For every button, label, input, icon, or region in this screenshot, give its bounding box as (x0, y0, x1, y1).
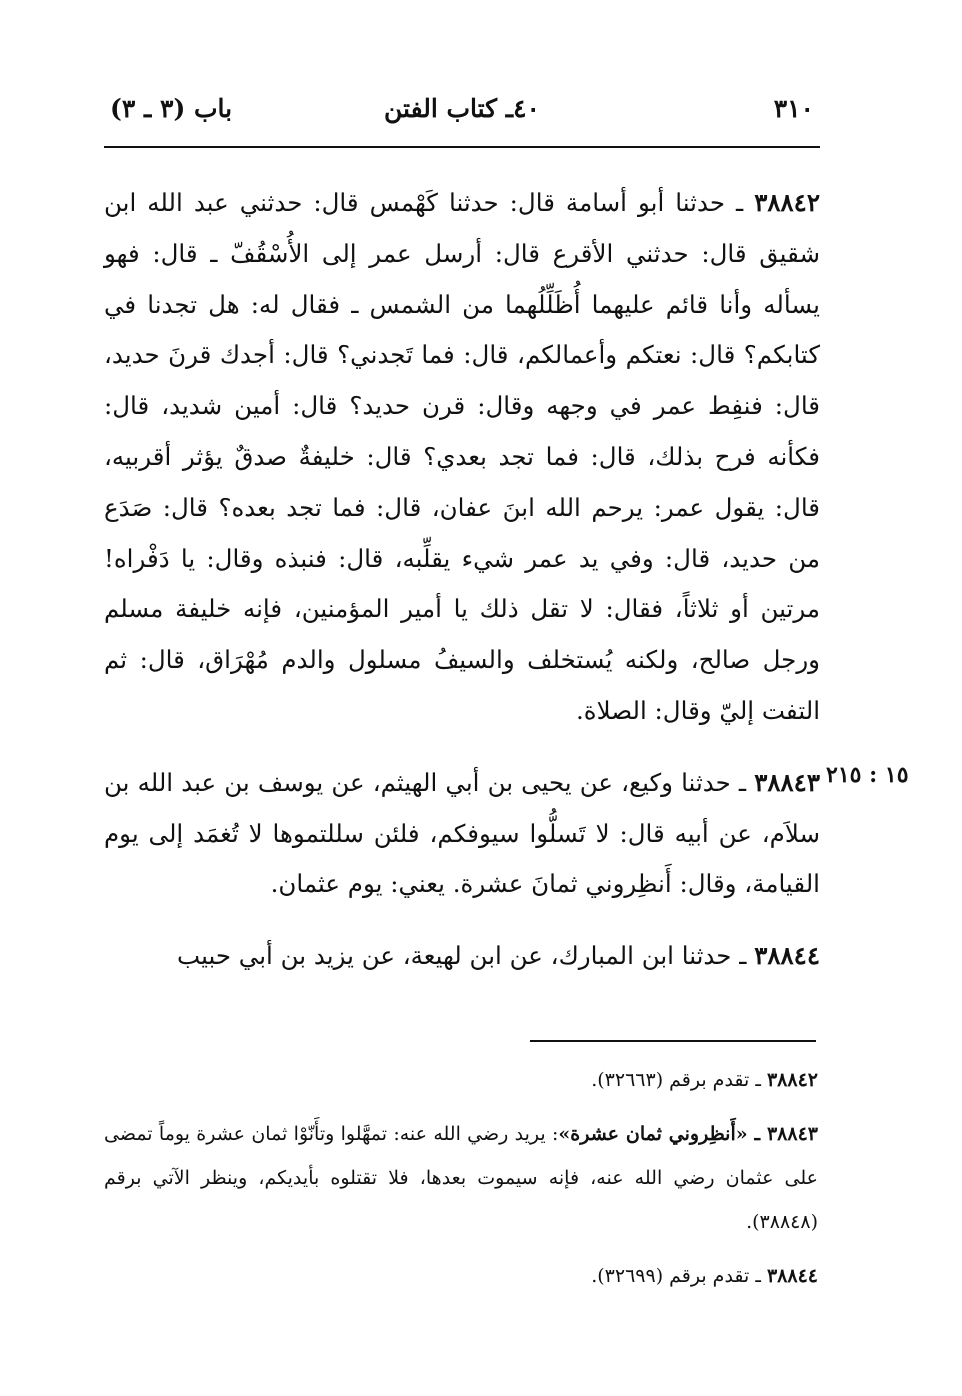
page-number: ٣١٠ (773, 94, 814, 123)
footnote-text: ـ تقدم برقم (٣٢٦٦٣). (591, 1069, 767, 1091)
hadith-paragraph (104, 758, 820, 910)
footnote (104, 1112, 818, 1244)
header-divider (104, 146, 820, 148)
side-reference: ١٥ : ٢١٥ (826, 762, 909, 788)
hadith-text: ـ حدثنا ابن المبارك، عن ابن لهيعة، عن يزيد بن أبي حبيب (177, 941, 755, 971)
running-header (104, 88, 820, 136)
hadith-text: ـ حدثنا وكيع، عن يحيى بن أبي الهيثم، عن يوسف بن عبد الله بن سلاَم، عن أبيه قال: لا تَسلُّوا سيوفكم، فلئن سللتموها لا تُغمَد إلى يوم القيامة، وقال: أَنظِروني ثمانَ عشرة. يعني: يوم عثمان. (104, 767, 820, 899)
chapter-label: باب (٣ ـ ٣) (110, 94, 233, 123)
hadith-text: ـ حدثنا أبو أسامة قال: حدثنا كَهْمس قال: حدثني عبد الله ابن شقيق قال: حدثني الأقرع قال: أرسل عمر إلى الأُسْقُفّ ـ قال: فهو يسأله وأنا قائم عليهما أُظَلِّلُهما من الشمس ـ فقال له: هل تجدنا في كتابكم؟ قال: نعتكم وأعمالكم، قال: فما تَجدني؟ قال: أجدك قرنَ حديد، قال: فنفِط عمر في وجهه وقال: قرن حديد؟ قال: أمين شديد، قال: فكأنه فرح بذلك، قال: فما تجد بعدي؟ قال: خليفةٌ صدقٌ يؤثر أقربيه، قال: يقول عمر: يرحم الله ابنَ عفان، قال: فما تجد بعده؟ قال: صَدَع من حديد، قال: وفي يد عمر شيء يقلِّبه، قال: فنبذه وقال: يا دَفْراه! مرتين أو ثلاثاً، فقال: لا تقل ذلك يا أمير المؤمنين، فإنه خليفة مسلم ورجل صالح، ولكنه يُستخلف والسيفُ مسلول والدم مُهْرَاق، قال: ثم التفت إليّ وقال: الصلاة. (104, 188, 820, 725)
footnote-divider (530, 1040, 816, 1042)
footnotes (104, 1058, 818, 1308)
footnote (104, 1254, 818, 1298)
footnote-number: ٣٨٨٤٤ (766, 1265, 818, 1287)
hadith-number: ٣٨٨٤٢ (754, 188, 820, 217)
footnote-text: ـ تقدم برقم (٣٢٦٩٩). (591, 1265, 767, 1287)
hadith-paragraph (104, 931, 820, 982)
footnote-text: : يريد رضي الله عنه: تمهَّلوا وتأَنّوْا ثمان عشرة يوماً تمضى على عثمان رضي الله عنه، فإنه سيموت بعدها، فلا تقتلوه بأيديكم، وينظر الآتي برقم (٣٨٨٤٨). (104, 1123, 818, 1233)
hadith-paragraph (104, 178, 820, 737)
footnote-quote: ـ «أَنظِروني ثمان عشرة» (558, 1123, 767, 1145)
hadith-number: ٣٨٨٤٤ (754, 941, 820, 971)
footnote-number: ٣٨٨٤٢ (766, 1069, 818, 1091)
book-title: ٤٠ـ كتاب الفتن (384, 94, 540, 123)
footnote (104, 1058, 818, 1102)
main-text (104, 178, 820, 1003)
footnote-number: ٣٨٨٤٣ (766, 1123, 818, 1145)
hadith-number: ٣٨٨٤٣ (754, 767, 820, 797)
